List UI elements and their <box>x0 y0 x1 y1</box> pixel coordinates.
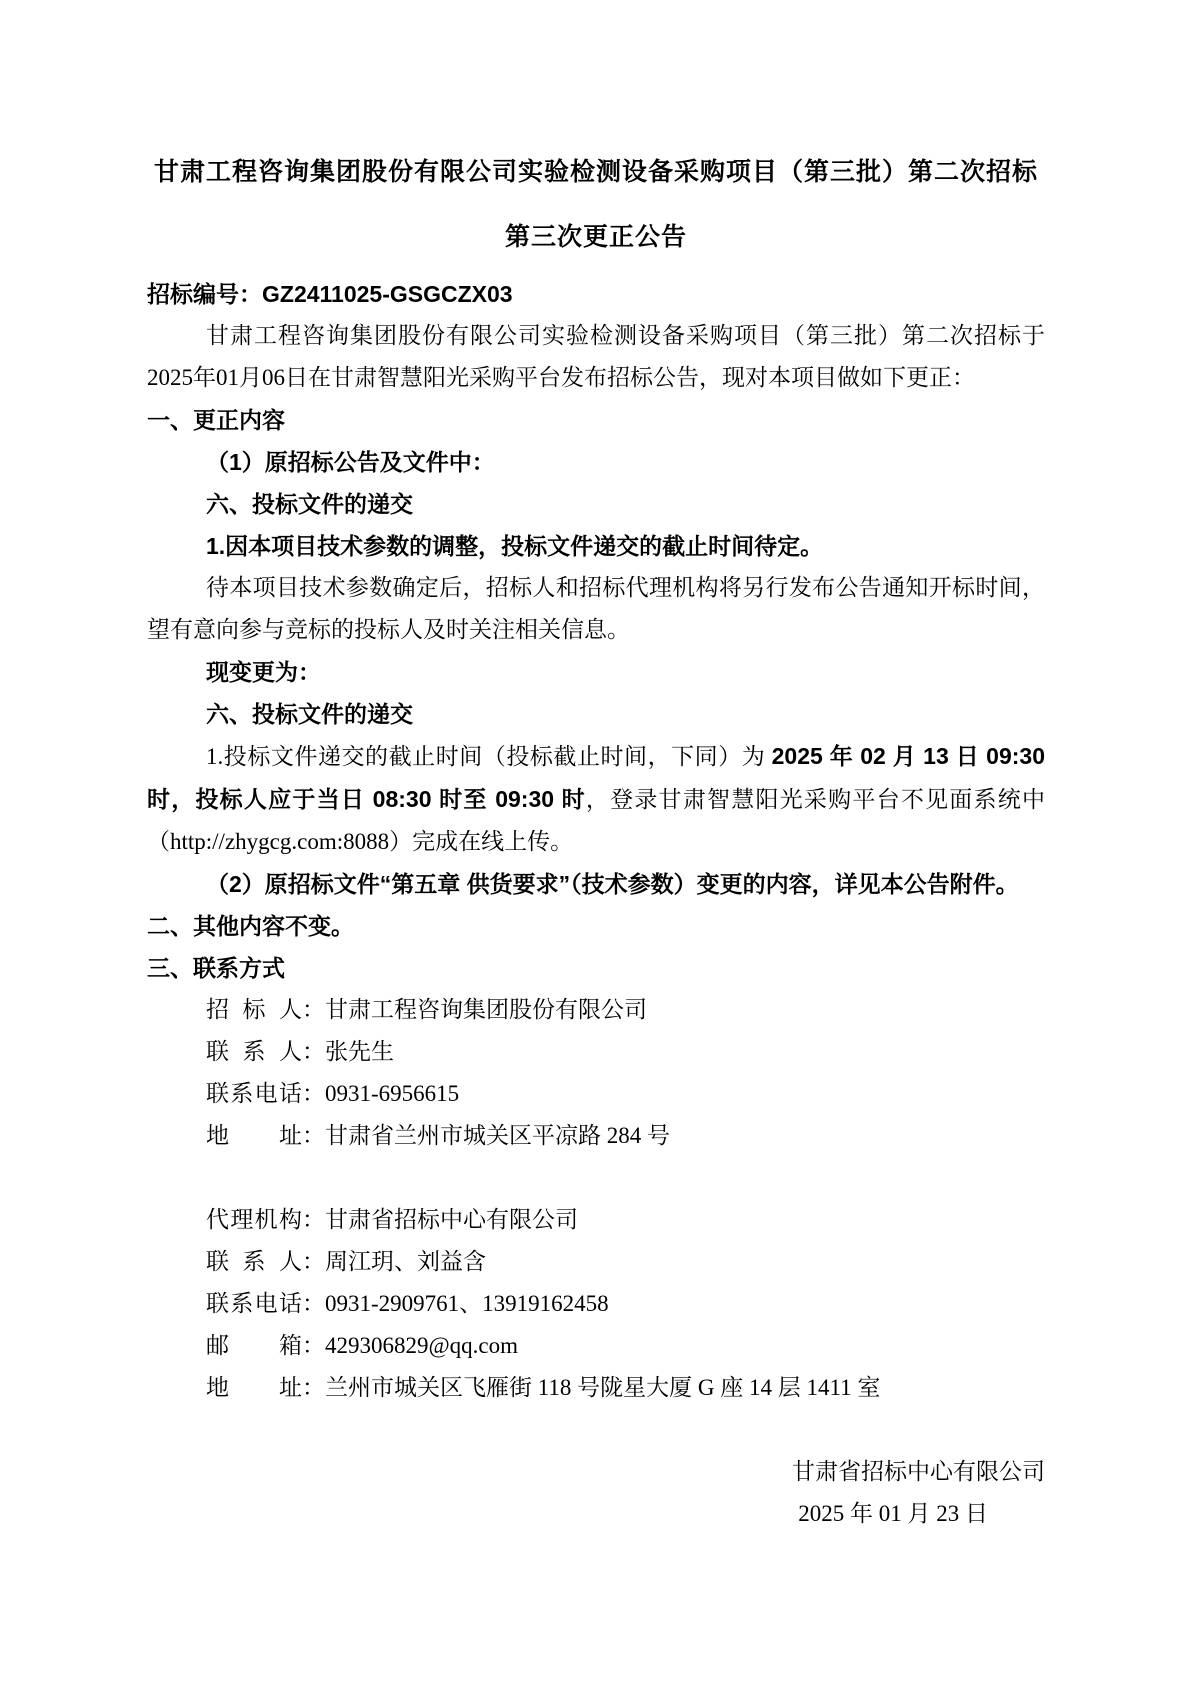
agency-person-row <box>147 1241 1045 1283</box>
changed-submission-heading: 六、投标文件的递交 <box>206 701 413 727</box>
agency-email-row <box>147 1325 1045 1367</box>
tenderer-name-row <box>147 989 1045 1031</box>
tenderer-phone-value: 0931-6956615 <box>325 1081 460 1106</box>
tender-number: 招标编号：GZ2411025-GSGCZX03 <box>147 281 513 307</box>
document-content <box>147 140 1045 1535</box>
blank-line <box>147 1157 1045 1199</box>
changed-clause-prefix: 1.投标文件递交的截止时间（投标截止时间，下同）为 <box>206 744 772 769</box>
agency-contact-block <box>147 1199 1045 1409</box>
section-1-item-2-label: （2）原招标文件“第五章 供货要求”（技术参数）变更的内容，详见本公告附件。 <box>206 871 1019 897</box>
tenderer-name-label: 招标人 <box>206 997 302 1022</box>
tenderer-phone-label: 联系电话 <box>206 1081 302 1106</box>
changed-to-label: 现变更为： <box>206 659 321 685</box>
agency-phone-row <box>147 1283 1045 1325</box>
original-deadline-note: 待本项目技术参数确定后，招标人和招标代理机构将另行发布公告通知开标时间，望有意向参与竞标的投标人及时关注相关信息。 <box>147 575 1045 642</box>
agency-name-row <box>147 1199 1045 1241</box>
agency-address-row <box>147 1367 1045 1409</box>
signature-block <box>147 1451 1045 1535</box>
agency-name-value: 甘肃省招标中心有限公司 <box>325 1207 578 1232</box>
tenderer-person-row <box>147 1031 1045 1073</box>
changed-deadline-clause <box>147 735 1045 863</box>
section-1-item-1-label: （1）原招标公告及文件中： <box>206 449 495 475</box>
document-subtitle: 第三次更正公告 <box>504 223 687 251</box>
section-2-heading: 二、其他内容不变。 <box>147 913 354 939</box>
colon: ： <box>302 1081 325 1106</box>
section-1-heading: 一、更正内容 <box>147 407 285 433</box>
agency-name-label: 代理机构 <box>206 1207 302 1232</box>
document-title: 甘肃工程咨询集团股份有限公司实验检测设备采购项目（第三批）第二次招标 <box>153 158 1038 186</box>
agency-person-value: 周江玥、刘益含 <box>325 1249 486 1274</box>
agency-email-label: 邮箱 <box>206 1333 302 1358</box>
agency-address-value: 兰州市城关区飞雁街 118 号陇星大厦 G 座 14 层 1411 室 <box>325 1375 881 1400</box>
tenderer-person-value: 张先生 <box>325 1039 394 1064</box>
agency-phone-label: 联系电话 <box>206 1291 302 1316</box>
signature-company: 甘肃省招标中心有限公司 <box>792 1459 1045 1484</box>
colon: ： <box>302 1333 325 1358</box>
tenderer-contact-block <box>147 989 1045 1157</box>
colon: ： <box>302 1249 325 1274</box>
changed-clause-suffix: ，登录甘肃智慧阳光采购平台不见面系统中（http://zhygcg.com:8088）完成在线上传。 <box>147 787 1045 854</box>
agency-address-label: 地址 <box>206 1375 302 1400</box>
intro-paragraph: 甘肃工程咨询集团股份有限公司实验检测设备采购项目（第三批）第二次招标于2025年01月06日在甘肃智慧阳光采购平台发布招标公告，现对本项目做如下更正： <box>147 323 1045 390</box>
document-body <box>147 273 1045 1535</box>
colon: ： <box>302 1375 325 1400</box>
tenderer-address-label: 地址 <box>206 1123 302 1148</box>
tenderer-phone-row <box>147 1073 1045 1115</box>
original-deadline-clause: 1.因本项目技术参数的调整，投标文件递交的截止时间待定。 <box>206 533 824 559</box>
tenderer-address-row <box>147 1115 1045 1157</box>
colon: ： <box>302 1207 325 1232</box>
agency-email-value: 429306829@qq.com <box>325 1333 519 1358</box>
tenderer-address-value: 甘肃省兰州市城关区平凉路 284 号 <box>325 1123 670 1148</box>
section-3-heading: 三、联系方式 <box>147 955 285 981</box>
colon: ： <box>302 1291 325 1316</box>
colon: ： <box>302 997 325 1022</box>
colon: ： <box>302 1039 325 1064</box>
colon: ： <box>302 1123 325 1148</box>
tenderer-person-label: 联系人 <box>206 1039 302 1064</box>
agency-person-label: 联系人 <box>206 1249 302 1274</box>
agency-phone-value: 0931-2909761、13919162458 <box>325 1291 609 1316</box>
changed-clause-deadline-time: 2025 年 02 月 13 日 09:30 时，投标人应于当日 08:30 时至 09:30 时 <box>147 743 1046 812</box>
signature-date: 2025 年 01 月 23 日 <box>798 1501 988 1526</box>
original-submission-heading: 六、投标文件的递交 <box>206 491 413 517</box>
tenderer-name-value: 甘肃工程咨询集团股份有限公司 <box>325 997 647 1022</box>
